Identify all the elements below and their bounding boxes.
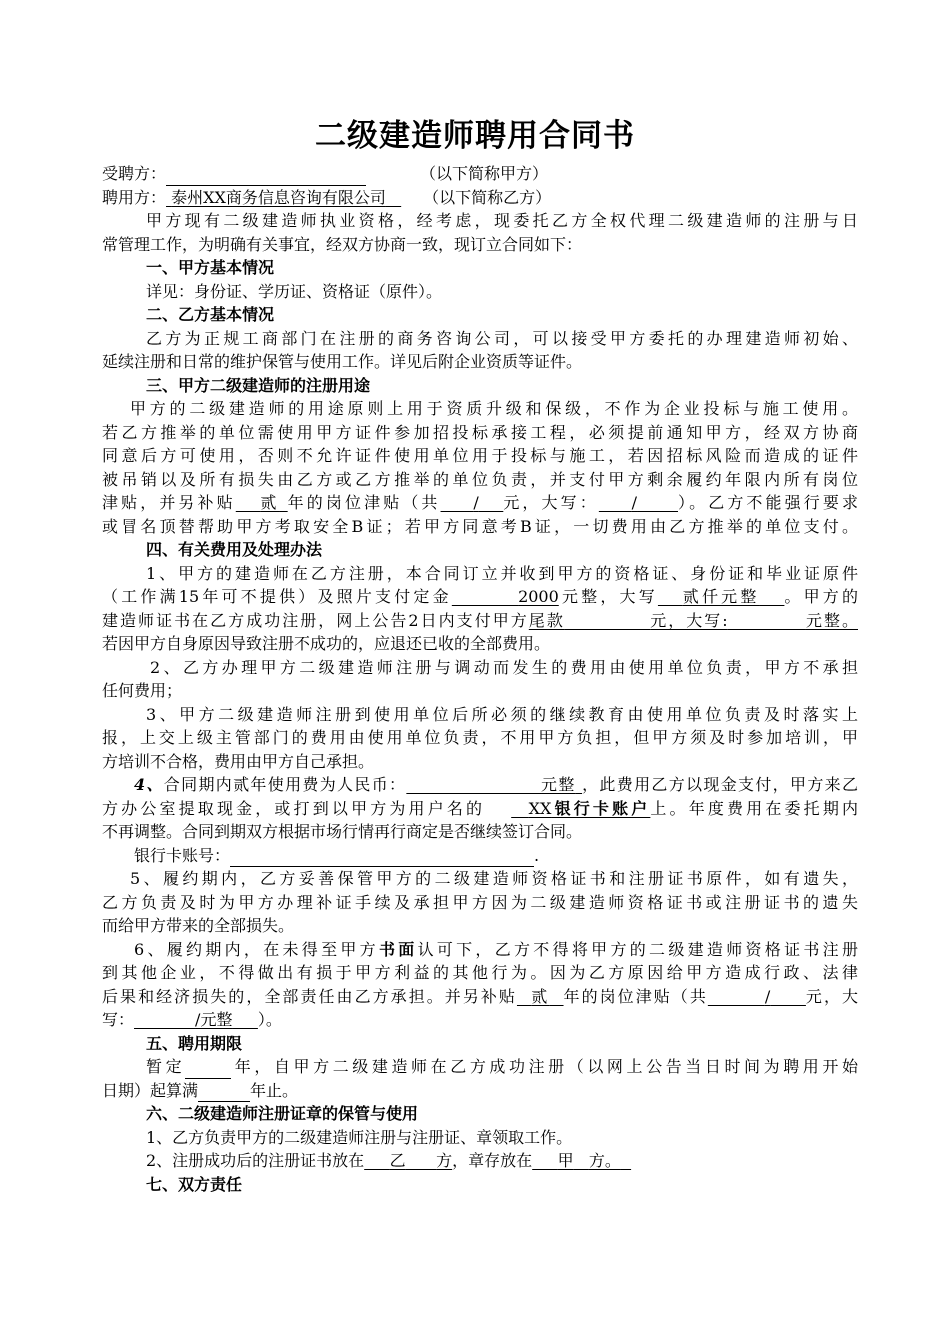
party-b-note: （以下简称乙方）: [423, 187, 552, 207]
deposit-amount: 2000: [518, 587, 559, 606]
paragraph-line: 甲方的二级建造师的用途原则上用于资质升级和保级，不作为企业投标与施工使用。: [130, 399, 858, 418]
subsidy-years: 贰: [260, 493, 280, 512]
paragraph-line: 日期）起算满 年止。: [102, 1079, 858, 1103]
paragraph-line: 2、注册成功后的注册证书放在 乙 方，章存放在 甲 方。: [102, 1149, 858, 1173]
section-heading: 二、乙方基本情况: [146, 305, 275, 324]
section-heading: 一、甲方基本情况: [146, 258, 275, 277]
subsidy-years: 贰: [531, 986, 550, 1006]
bank-account-line: 银行卡账号： .: [102, 844, 858, 868]
paragraph-line: 任何费用；: [102, 681, 183, 700]
seal-holder: 甲 方。: [557, 1151, 621, 1170]
paragraph-line: 津贴，并另补贴 贰 年的岗位津贴（共 / 元，大写： / ）。乙方不能强行要求: [102, 493, 858, 512]
paragraph-line: 6、履约期内，在未得至甲方书面认可下，乙方不得将甲方的二级建造师资格证书注册: [134, 939, 858, 959]
clause-number: 4、: [134, 775, 164, 794]
paragraph-line: 到其他企业，不得做出有损于甲方利益的其他行为。因为乙方原因给甲方造成行政、法律: [102, 963, 858, 982]
bank-account-blank: [230, 848, 534, 867]
intro-line: 甲方现有二级建造师执业资格，经考虑，现委托乙方全权代理二级建造师的注册与日: [146, 211, 858, 230]
paragraph-line: 2、乙方办理甲方二级建造师注册与调动而发生的费用由使用单位负责，甲方不承担: [150, 657, 858, 677]
paragraph-line: 3、甲方二级建造师注册到使用单位后所必须的继续教育由使用单位负责及时落实上: [146, 704, 858, 724]
paragraph-line: 或冒名顶替帮助甲方考取安全B证；若甲方同意考B证，一切费用由乙方推举的单位支付。: [102, 516, 858, 536]
paragraph-line: 同意后方可使用，否则不允许证件使用单位用于投标与施工，若因招标风险而造成的证件: [102, 446, 858, 465]
paragraph-line: （工作满15年可不提供）及照片支付定金 2000元整，大写 贰仟元整 。甲方的: [102, 587, 858, 606]
term-years-blank: [185, 1060, 231, 1079]
bank-account-name: XX银行卡账户: [528, 798, 651, 818]
paragraph-line: 4、合同期内贰年使用费为人民币： 元整 ，此费用乙方以现金支付，甲方来乙: [134, 775, 858, 794]
paragraph-line: 若乙方推举的单位需使用甲方证件参加招投标承接工程，必须提前通知甲方，经双方协商: [102, 422, 858, 442]
paragraph-line: 暂定 年，自甲方二级建造师在乙方成功注册（以网上公告当日时间为聘用开始: [102, 1055, 858, 1079]
section-heading: 五、聘用期限: [146, 1033, 243, 1053]
paragraph-line: 乙方负责及时为甲方办理补证手续及承担甲方因为二级建造师资格证书或注册证书的遗失: [102, 892, 858, 912]
intro-line: 常管理工作，为明确有关事宜，经双方协商一致，现订立合同如下：: [102, 234, 583, 254]
paragraph-line: 建造师证书在乙方成功注册，网上公告2日内支付甲方尾款 元，大写: 元整。: [102, 610, 858, 630]
bank-account-label: 银行卡账号：: [134, 845, 231, 865]
section-heading: 三、甲方二级建造师的注册用途: [146, 375, 371, 395]
paragraph-line: 写： /元整 ）。: [102, 1010, 282, 1029]
subsidy-amount: /: [473, 493, 479, 512]
paragraph-line: 若因甲方自身原因导致注册不成功的，应退还已收的全部费用。: [102, 634, 551, 653]
party-b-line: [102, 186, 858, 210]
deposit-amount-words: 贰仟元整: [682, 587, 760, 606]
paragraph-line: 报，上交上级主管部门的费用由使用单位负责，不用甲方负担，但甲方须及时参加培训，甲: [102, 728, 858, 747]
party-b-name: 泰州XX商务信息咨询有限公司: [171, 187, 386, 207]
party-a-blank: [166, 167, 366, 186]
term-end-blank: [198, 1083, 250, 1102]
paragraph-line: 方培训不合格，费用由甲方自己承担。: [102, 751, 375, 771]
document-title: 二级建造师聘用合同书: [315, 118, 635, 154]
paragraph-line: 1、乙方负责甲方的二级建造师注册与注册证、章领取工作。: [146, 1127, 573, 1147]
paragraph-line: 后果和经济损失的，全部责任由乙方承担。并另补贴 贰 年的岗位津贴（共 / 元，大: [102, 986, 858, 1006]
party-b-label: 聘用方：: [102, 187, 167, 207]
subsidy-amount: /: [764, 986, 771, 1006]
section-heading: 六、二级建造师注册证章的保管与使用: [146, 1104, 419, 1123]
contract-body: [102, 162, 858, 1196]
paragraph-line: 乙方为正规工商部门在注册的商务咨询公司，可以接受甲方委托的办理建造师初始、: [146, 328, 858, 348]
written-emphasis: 书面: [378, 939, 418, 959]
section-heading: 四、有关费用及处理办法: [146, 540, 323, 559]
subsidy-amount-words: /元整: [195, 1010, 233, 1029]
paragraph-line: 1、甲方的建造师在乙方注册，本合同订立并收到甲方的资格证、身份证和毕业证原件: [146, 563, 858, 583]
subsidy-amount-words: /: [631, 493, 638, 512]
section-heading: 七、双方责任: [146, 1174, 243, 1194]
paragraph-line: 被吊销以及所有损失由乙方或乙方推举的单位负责，并支付甲方剩余履约年限内所有岗位: [102, 469, 858, 489]
party-a-line: [102, 162, 858, 186]
party-a-label: 受聘方：: [102, 164, 167, 183]
paragraph-line: 延续注册和日常的维护保管与使用工作。详见后附企业资质等证件。: [102, 352, 583, 371]
certificate-holder: 乙 方: [389, 1151, 453, 1170]
paragraph-line: 方办公室提取现金，或打到以甲方为用户名的 XX银行卡账户上。年度费用在委托期内: [102, 798, 858, 818]
paragraph-line: 5、履约期内，乙方妥善保管甲方的二级建造师资格证书和注册证书原件，如有遗失，: [130, 869, 858, 888]
paragraph-line: 而给甲方带来的全部损失。: [102, 916, 295, 935]
paragraph-line: 不再调整。合同到期双方根据市场行情再行商定是否继续签订合同。: [102, 822, 583, 841]
paragraph-line: 详见：身份证、学历证、资格证（原件）。: [146, 281, 443, 301]
party-a-note: （以下简称甲方）: [420, 164, 549, 183]
usage-fee-amount: 元整: [541, 775, 576, 794]
balance-amount: 尾款 元，大写: 元整。: [528, 610, 858, 630]
